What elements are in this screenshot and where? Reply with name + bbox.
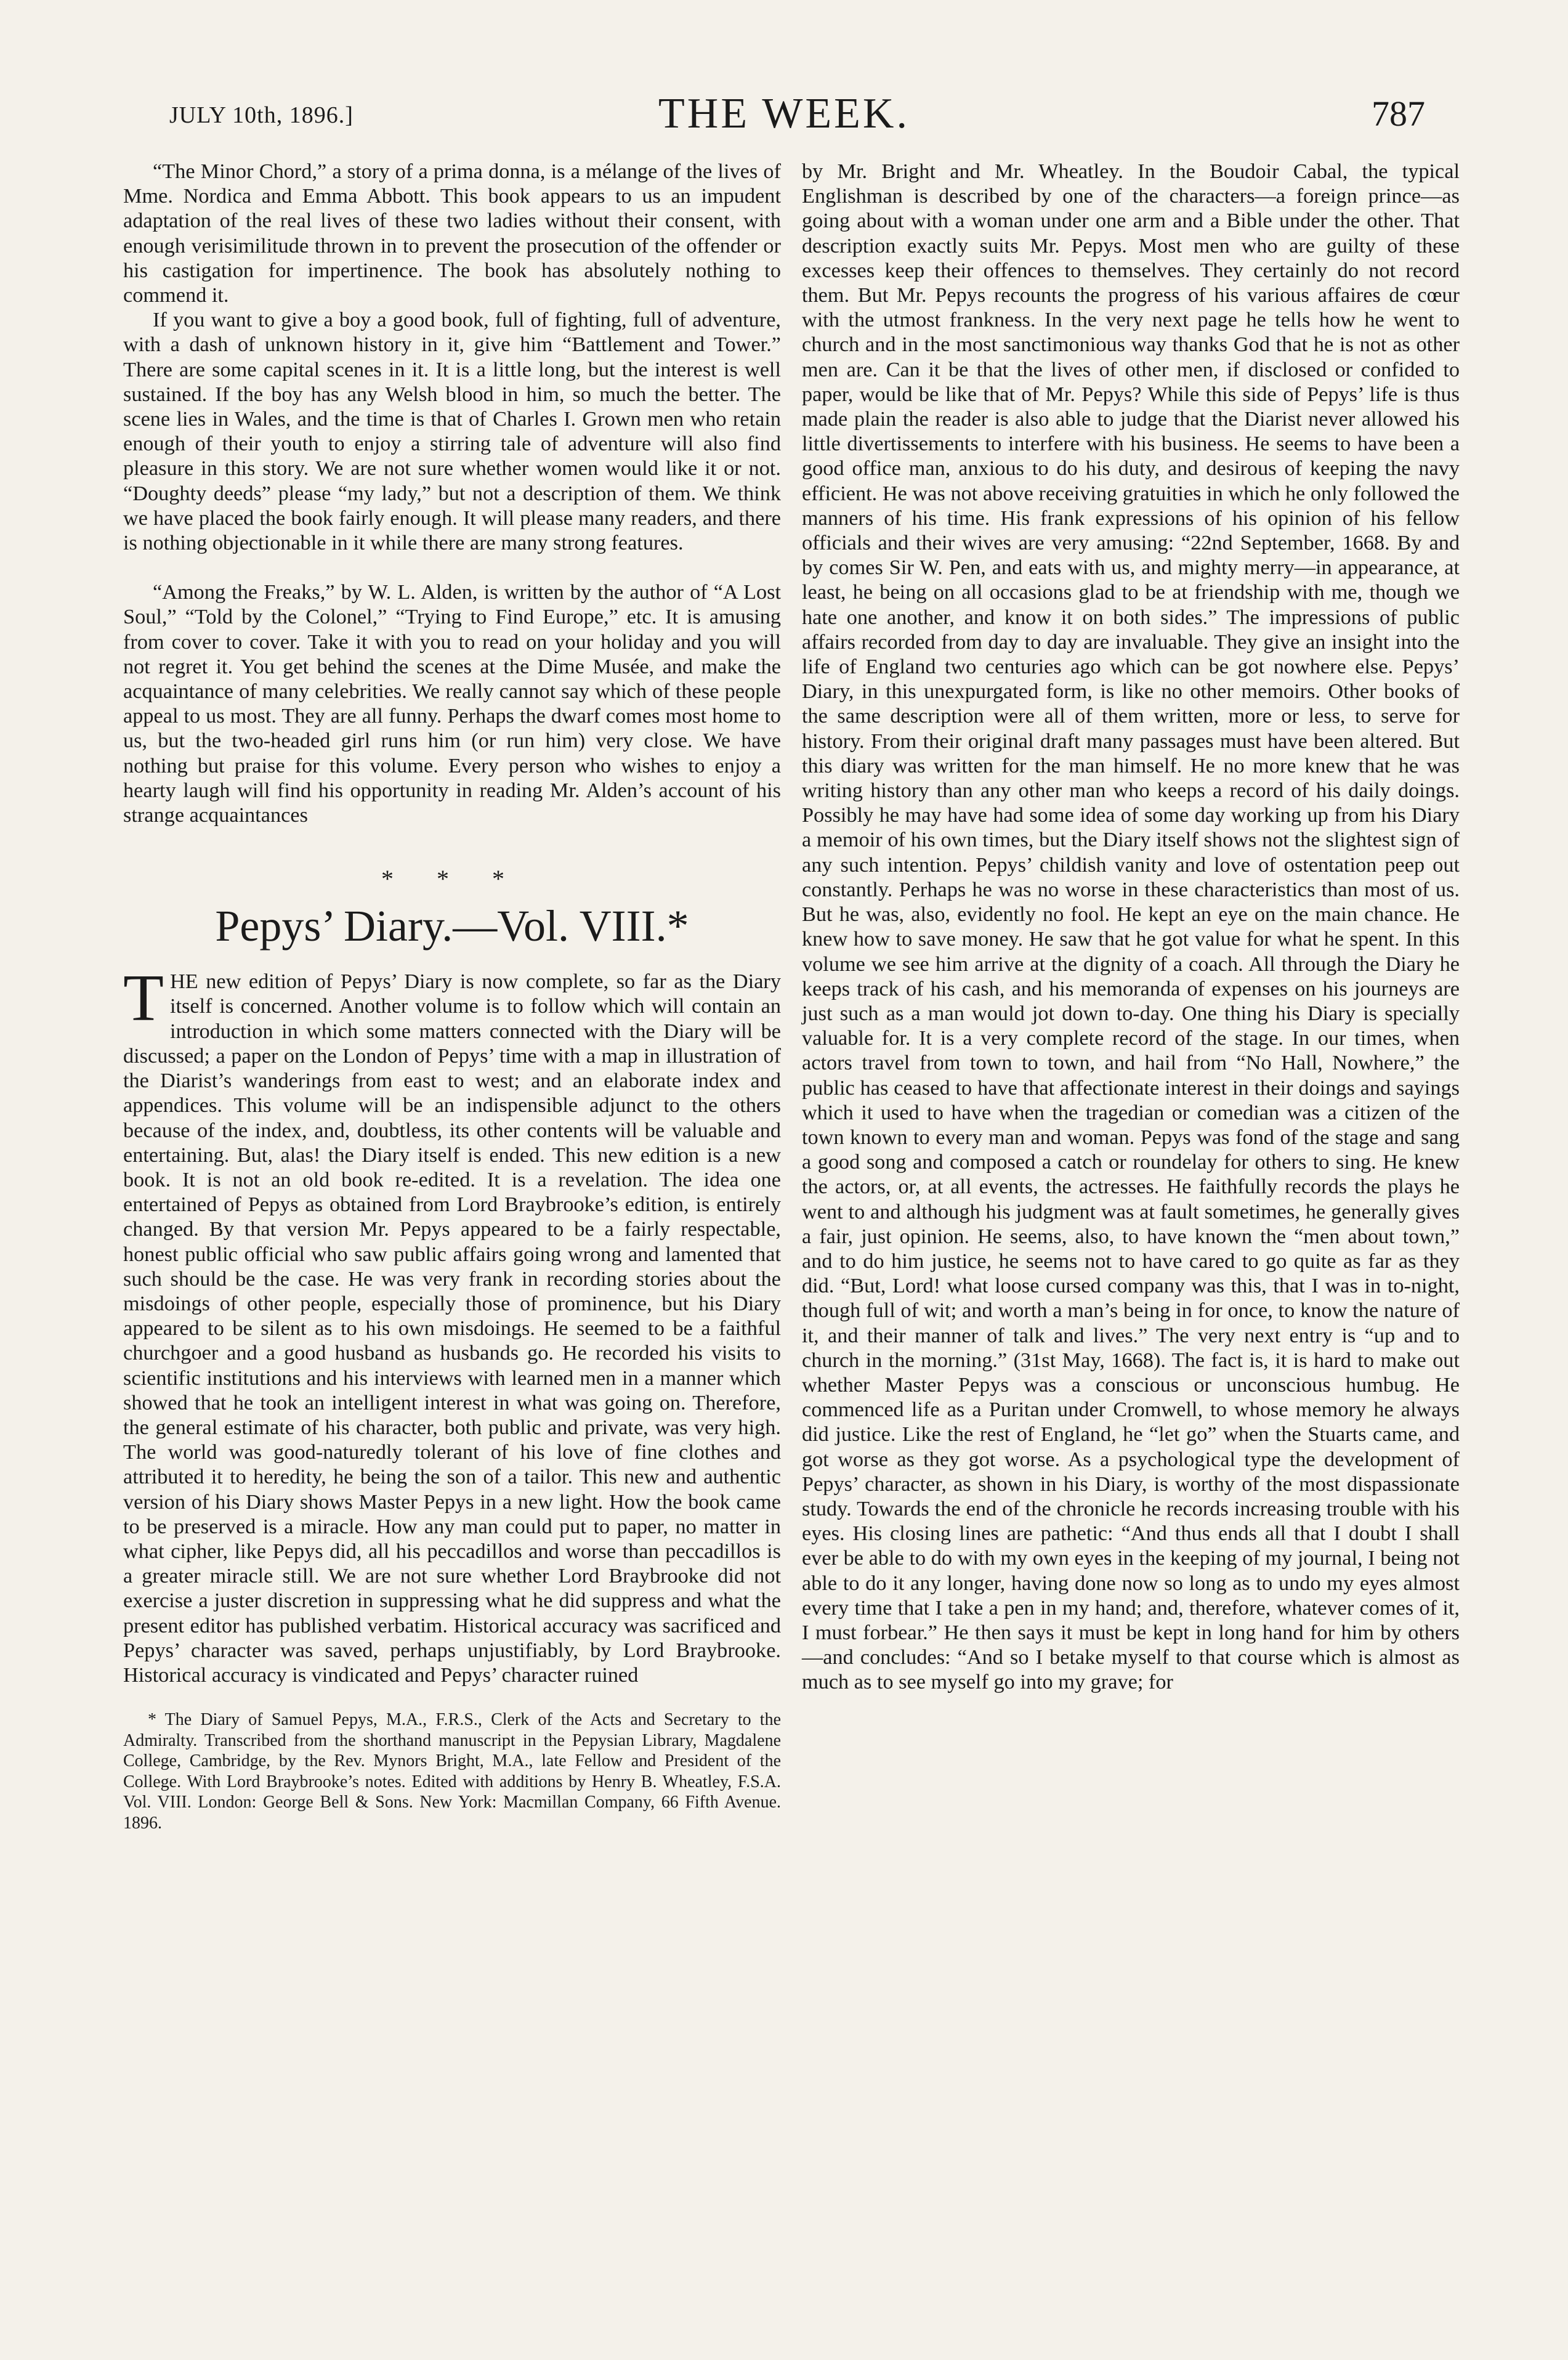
left-column (123, 159, 781, 1833)
section-divider-stars: * * * (381, 865, 523, 893)
review-minor-chord: “The Minor Chord,” a story of a prima donna, is a mélange of the lives of Mme. Nordica and Emma Abbott. This book appears to us an impudent adaptation of the real lives of these two ladies without their consent, with enough verisimilitude thrown in to prevent the prosecution of the offender or his castigation for impertinence. The book has absolutely nothing to commend it. (123, 160, 781, 307)
footnote-text: * The Diary of Samuel Pepys, M.A., F.R.S., Clerk of the Acts and Secretary to the Admiralty. Transcribed from the shorthand manuscript in the Pepysian Library, Magdalene College, Cambridge, by the Rev. Mynors Bright, M.A., late Fellow and President of the College. With Lord Braybrooke’s notes. Edited with additions by Henry B. Wheatley, F.S.A. Vol. VIII. London: George Bell & Sons. New York: Macmillan Company, 66 Fifth Avenue. 1896. (123, 1710, 781, 1833)
article-body-start (123, 962, 781, 1687)
article-continuation: by Mr. Bright and Mr. Wheatley. In the Boudoir Cabal, the typical Englishman is described by one of the characters—a foreign prince—as going about with a woman under one arm and a Bible under the other. That description exactly suits Mr. Pepys. Most men who are guilty of these excesses keep their offences to themselves. They certainly do not record them. But Mr. Pepys recounts the progress of his various affaires de cœur with the utmost frankness. In the very next page he tells how he went to church and in the most sanctimonious way thanks God that he is not as other men are. Can it be that the lives of other men, if disclosed or confided to paper, would be like that of Mr. Pepys? While this side of Pepys’ life is thus made plain the reader is also able to judge that the Diarist never allowed his little divertissements to interfere with his business. He seems to have been a good office man, anxious to do his duty, and desirous of keeping the navy efficient. He was not above receiving gratuities in which he only followed the manners of his time. His frank expressions of his opinion of his fellow officials and their wives are very amusing: “22nd September, 1668. By and by comes Sir W. Pen, and eats with us, and mighty merry—in appearance, at least, he being on all occasions glad to be at friendship with me, though we hate one another, and know it on both sides.” The impressions of public affairs recorded from day to day are invaluable. They give an insight into the life of England two centuries ago which can be got nowhere else. Pepys’ Diary, in this unexpurgated form, is like no other memoirs. Other books of the same description were all of them written, more or less, to serve for history. From their original draft many passages must have been altered. But this diary was written for the man himself. He no more knew that he was writing history than any other man who keeps a record of his daily doings. Possibly he may have had some idea of some day working up from his Diary a memoir of his own times, but the Diary itself shows not the slightest sign of any such intention. Pepys’ childish vanity and love of ostentation peep out constantly. Perhaps he was no worse in these characteristics than most of us. But he was, also, evidently no fool. He kept an eye on the main chance. He knew how to save money. He saw that he got value for what he spent. In this volume we see him arrive at the dignity of a coach. All through the Diary he keeps track of his cash, and his memoranda of expenses on his journeys are just such as a man would jot down to-day. One thing his Diary is specially valuable for. It is a very complete record of the stage. In our times, when actors travel from town to town, and hail from “No Hall, Nowhere,” the public has ceased to have that affectionate interest in their doings and sayings which it used to have when the tragedian or comedian was a citizen of the town known to every man and woman. Pepys was fond of the stage and sang a good song and composed a catch or roundelay for others to sing. He knew the actors, or, at all events, the actresses. He faithfully records the plays he went to and although his judgment was at fault sometimes, he generally gives a fair, just opinion. He seems, also, to have known the “men about town,” and to do him justice, he seems not to have cared to go quite as far as they did. “But, Lord! what loose cursed company was this, that I was in to-night, though full of wit; and worth a man’s being in for once, to know the nature of it, and their manner of talk and lives.” The very next entry is “up and to church in the morning.” (31st May, 1668). The fact is, it is hard to make out whether Master Pepys was a conscious or unconscious humbug. He commenced life as a Puritan under Cromwell, to whose memory he always did justice. Like the rest of England, he “let go” when the Stuarts came, and got worse as they got worse. As a psychological type the development of Pepys’ character, as shown in his Diary, is worthy of the most dispassionate study. Towards the end of the chronicle he records increasing trouble with his eyes. His closing lines are pathetic: “And thus ends all that I doubt I shall ever be able to do with my own eyes in the keeping of my journal, I being not able to do it any longer, having done now so long as to undo my eyes almost every time that I take a pen in my hand; and, therefore, whatever comes of it, I must forbear.” He then says it must be kept in long hand for him by others—and concludes: “And so I betake myself to that course which is almost as much as to see myself go into my grave; for (802, 160, 1460, 1694)
review-among-the-freaks: “Among the Freaks,” by W. L. Alden, is written by the author of “A Lost Soul,” “Told by the Colonel,” “Trying to Find Europe,” etc. It is amusing from cover to cover. Take it with you to read on your holiday and you will not regret it. You get behind the scenes at the Dime Musée, and make the acquaintance of many celebrities. We really cannot say which of these people appeal to us most. They are all funny. Perhaps the dwarf comes most home to us, but the two-headed girl runs him (or run him) very close. We have nothing but praise for this volume. Every person who wishes to enjoy a hearty laugh will find his opportunity in reading Mr. Alden’s account of his strange acquaintances (123, 580, 781, 827)
issue-date: JULY 10th, 1896.] (169, 102, 354, 128)
publication-title: THE WEEK. (658, 90, 910, 137)
page-number: 787 (1372, 94, 1425, 134)
review-battlement-and-tower: If you want to give a boy a good book, full of fighting, full of adventure, with a dash of unknown history in it, give him “Battlement and Tower.” There are some capital scenes in it. It is a little long, but the interest is well sustained. If the boy has any Welsh blood in him, so much the better. The scene lies in Wales, and the time is that of Charles I. Grown men who retain enough of their youth to enjoy a stirring tale of adventure will also find pleasure in this story. We are not sure whether women would like it or not. “Doughty deeds” please “my lady,” but not a description of them. We think we have placed the book fairly enough. It will please many readers, and there is nothing objectionable in it while there are many strong features. (123, 308, 781, 555)
article-paragraph: HE new edition of Pepys’ Diary is now complete, so far as the Diary itself is concerned. Another volume is to follow which will contain an introduction in which some matters connected with the Diary will be discussed; a paper on the London of Pepys’ time with a map in illustration of the Diarist’s wanderings from east to west; and an elaborate index and appendices. This volume will be an indispensible adjunct to the others because of the index, and, doubtless, its other contents will be valuable and entertaining. But, alas! the Diary itself is ended. This new edition is a new book. It is not an old book re-edited. It is a revelation. The idea one entertained of Pepys as obtained from Lord Braybrooke’s edition, is entirely changed. By that version Mr. Pepys appeared to be a fairly respectable, honest public official who saw public affairs going wrong and lamented that such should be the case. He was very frank in recording stories about the misdoings of other people, especially those of prominence, but his Diary appeared to be silent as to his own misdoings. He seemed to be a faithful churchgoer and a good husband as husbands go. He recorded his visits to scientific institutions and his interviews with learned men in a manner which showed that he took an intelligent interest in what was going on. Therefore, the general estimate of his character, both public and private, was very high. The world was good-naturedly tolerant of his love of fine clothes and attributed it to heredity, he being the son of a tailor. This new and authentic version of his Diary shows Master Pepys in a new light. How the book came to be preserved is a miracle. How any man could put to paper, no matter in what cipher, like Pepys did, all his peccadillos and worse than peccadillos is a greater miracle still. We are not sure whether Lord Braybrooke did not exercise a juster discretion in suppressing what he did suppress and what the present editor has published verbatim. Historical accuracy was sacrificed and Pepys’ character was saved, perhaps unjustifiably, by Lord Braybrooke. Historical accuracy is vindicated and Pepys’ character ruined (123, 970, 781, 1687)
page-header (0, 83, 1568, 151)
right-column (802, 159, 1460, 1695)
footnote (123, 1703, 781, 1833)
drop-cap: T (123, 962, 164, 1036)
article-title: Pepys’ Diary.—Vol. VIII.* (215, 901, 689, 951)
